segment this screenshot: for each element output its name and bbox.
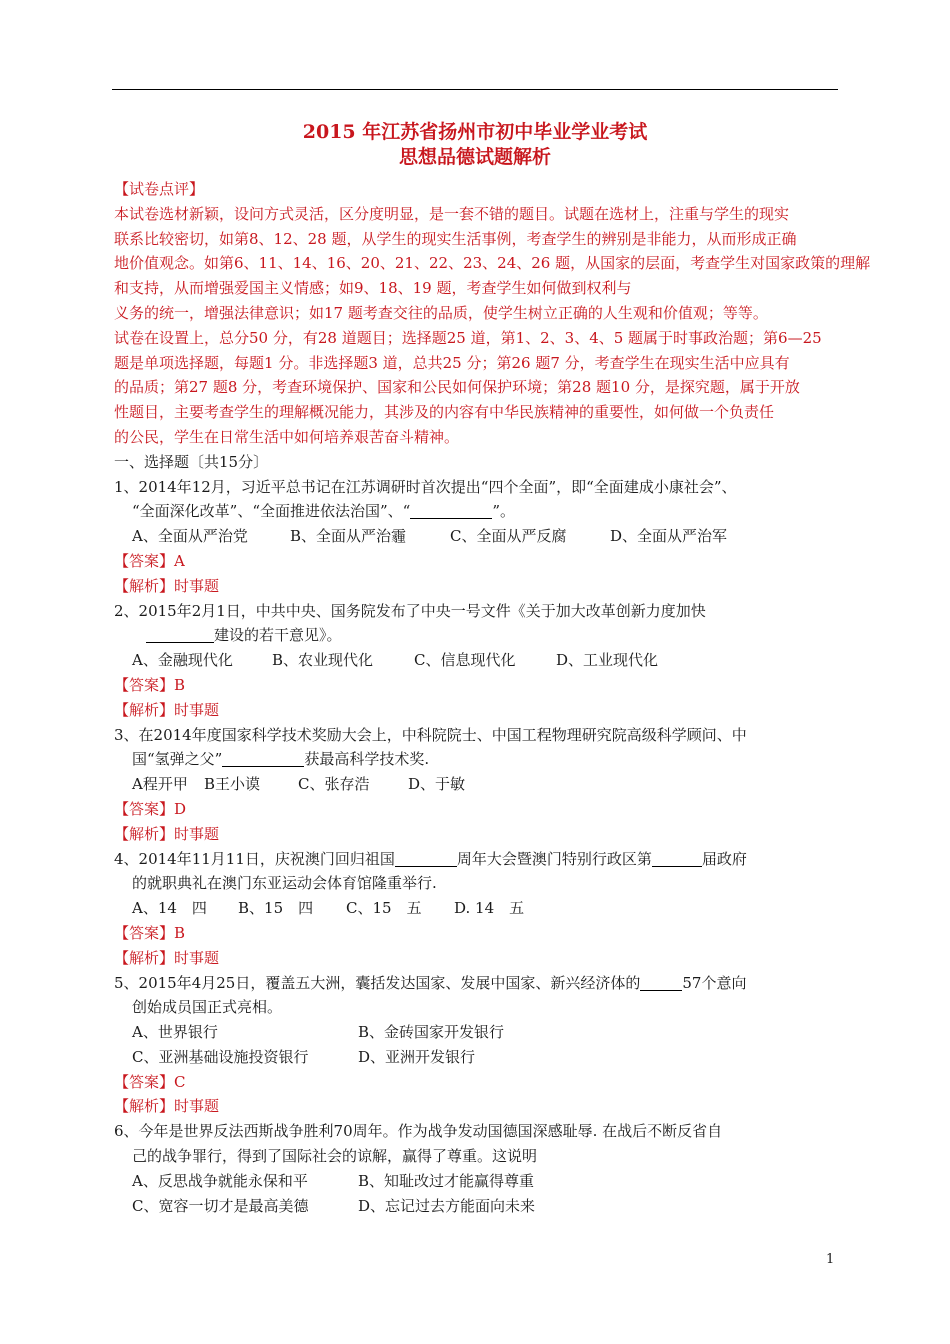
- answer-blank: [410, 502, 492, 519]
- review-line: 的公民，学生在日常生活中如何培养艰苦奋斗精神。: [114, 427, 460, 446]
- analysis-row: 【解析】时事题: [114, 824, 220, 843]
- question-4-options: [114, 896, 838, 921]
- option-b: B、金砖国家开发银行: [358, 1023, 505, 1042]
- question-6-options-row-1: [114, 1169, 838, 1194]
- option-b: B、知耻改过才能赢得尊重: [358, 1171, 535, 1190]
- header-rule: [112, 89, 838, 90]
- question-5-options-row-2: [114, 1045, 838, 1070]
- analysis-value: 时事题: [174, 824, 220, 843]
- question-2-options: [114, 648, 838, 673]
- answer-blank: [222, 750, 304, 767]
- analysis-row: 【解析】时事题: [114, 576, 220, 595]
- option-c: C、全面从严反腐: [450, 527, 567, 546]
- review-line: 题是单项选择题，每题1 分。非选择题3 道，总共25 分；第26 题7 分，考查学生在现实生活中应具有: [114, 353, 790, 372]
- doc-subtitle: 思想品德试题解析: [398, 146, 551, 168]
- doc-body: [114, 177, 871, 1218]
- answer-blank: [652, 850, 702, 867]
- answer-value: B: [174, 923, 186, 942]
- analysis-row: 【解析】时事题: [114, 1097, 220, 1116]
- answer-blank: [146, 626, 214, 643]
- analysis-value: 时事题: [174, 700, 220, 719]
- option-d: D. 14 五: [454, 899, 525, 918]
- answer-value: B: [174, 675, 186, 694]
- option-d: D、忘记过去方能面向未来: [358, 1196, 536, 1215]
- option-c: C、宽容一切才是最高美德: [132, 1196, 309, 1215]
- answer-blank: [395, 850, 457, 867]
- section-heading: 一、选择题〔共15分〕: [114, 452, 269, 471]
- option-d: D、亚洲开发银行: [358, 1047, 476, 1066]
- option-b: B、农业现代化: [272, 651, 374, 670]
- review-line: 性题目，主要考查学生的理解概况能力，其涉及的内容有中华民族精神的重要性，如何做一个负责任: [114, 403, 775, 422]
- option-d: D、工业现代化: [556, 651, 659, 670]
- option-a: A、金融现代化: [132, 651, 233, 670]
- question-2-stem-cont: 建设的若干意见》。: [114, 623, 838, 648]
- option-b: B、15 四: [238, 899, 314, 918]
- question-5-stem: 5、2015年4月25日，覆盖五大洲，囊括发达国家、发展中国家、新兴经济体的 57个意向: [114, 973, 747, 992]
- answer-row: 【答案】C: [114, 1072, 186, 1091]
- answer-row: 【答案】A: [114, 551, 185, 570]
- page-number: 1: [826, 1252, 835, 1267]
- option-d: D、全面从严治军: [610, 527, 728, 546]
- question-6-stem-cont: 己的战争罪行，得到了国际社会的谅解，赢得了尊重。这说明: [132, 1147, 538, 1166]
- question-4-stem-cont: 的就职典礼在澳门东亚运动会体育馆隆重举行.: [132, 874, 437, 893]
- analysis-row: 【解析】时事题: [114, 700, 220, 719]
- answer-blank: [640, 974, 682, 991]
- option-a: A、14 四: [132, 899, 207, 918]
- review-line: 联系比较密切，如第8、12、28 题，从学生的现实生活事例，考查学生的辨别是非能力，从而形成正确: [114, 229, 797, 248]
- answer-row: 【答案】D: [114, 799, 187, 818]
- review-line: 地价值观念。如第6、11、14、16、20、21、22、23、24、26 题，从国家的层面，考查学生对国家政策的理解: [114, 254, 871, 273]
- option-a: A、反思战争就能永保和平: [132, 1171, 308, 1190]
- option-a: A、世界银行: [132, 1023, 218, 1042]
- question-1-stem: 1、2014年12月，习近平总书记在江苏调研时首次提出“四个全面”，即“全面建成小康社会”、: [114, 477, 737, 496]
- option-c: C、信息现代化: [414, 651, 516, 670]
- question-3-options: [114, 772, 838, 797]
- doc-title: 2015 年江苏省扬州市初中毕业学业考试: [302, 121, 648, 143]
- answer-row: 【答案】B: [114, 923, 186, 942]
- review-line: 和支持，从而增强爱国主义情感；如9、18、19 题，考查学生如何做到权利与: [114, 279, 632, 298]
- option-d: D、于敏: [408, 775, 466, 794]
- question-1-options: [114, 524, 838, 549]
- question-4-stem: 4、2014年11月11日，庆祝澳门回归祖国 周年大会暨澳门特别行政区第 届政府: [114, 849, 747, 868]
- analysis-value: 时事题: [174, 576, 220, 595]
- analysis-value: 时事题: [174, 948, 220, 967]
- review-line: 本试卷选材新颖，设问方式灵活，区分度明显，是一套不错的题目。试题在选材上，注重与学生的现实: [114, 204, 790, 223]
- question-1-stem-cont: “全面深化改革”、“全面推进依法治国”、“ ”。: [132, 502, 516, 521]
- question-5-stem-cont: 创始成员国正式亮相。: [132, 998, 283, 1017]
- option-c: C、15 五: [346, 899, 422, 918]
- question-2-stem: 2、2015年2月1日，中共中央、国务院发布了中央一号文件《关于加大改革创新力度加快: [114, 601, 706, 620]
- answer-value: D: [174, 799, 187, 818]
- question-3-stem-cont: 国“氢弹之父” 获最高科学技术奖.: [132, 750, 430, 769]
- review-line: 的品质；第27 题8 分，考查环境保护、国家和公民如何保护环境；第28 题10 分，是探究题，属于开放: [114, 378, 800, 397]
- question-6-options-row-2: [114, 1194, 838, 1219]
- question-5-options-row-1: [114, 1020, 838, 1045]
- option-a: A程开甲: [132, 775, 188, 794]
- option-b: B、全面从严治霾: [290, 527, 407, 546]
- answer-row: 【答案】B: [114, 675, 186, 694]
- review-line: 义务的统一，增强法律意识；如17 题考查交往的品质，使学生树立正确的人生观和价值观；等等。: [114, 303, 768, 322]
- option-c: C、亚洲基础设施投资银行: [132, 1047, 309, 1066]
- question-6-stem: 6、今年是世界反法西斯战争胜利70周年。作为战争发动国德国深感耻辱. 在战后不断反省自: [114, 1122, 723, 1141]
- option-a: A、全面从严治党: [132, 527, 248, 546]
- answer-value: C: [174, 1072, 186, 1091]
- analysis-value: 时事题: [174, 1097, 220, 1116]
- answer-value: A: [174, 551, 185, 570]
- option-c: C、张存浩: [298, 775, 370, 794]
- review-label: 【试卷点评】: [114, 180, 205, 198]
- option-b: B王小谟: [204, 775, 261, 794]
- question-3-stem: 3、在2014年度国家科学技术奖励大会上，中科院院士、中国工程物理研究院高级科学顾问、中: [114, 725, 747, 744]
- review-line: 试卷在设置上，总分50 分，有28 道题目；选择题25 道，第1、2、3、4、5 题属于时事政治题；第6—25: [114, 328, 822, 347]
- analysis-row: 【解析】时事题: [114, 948, 220, 967]
